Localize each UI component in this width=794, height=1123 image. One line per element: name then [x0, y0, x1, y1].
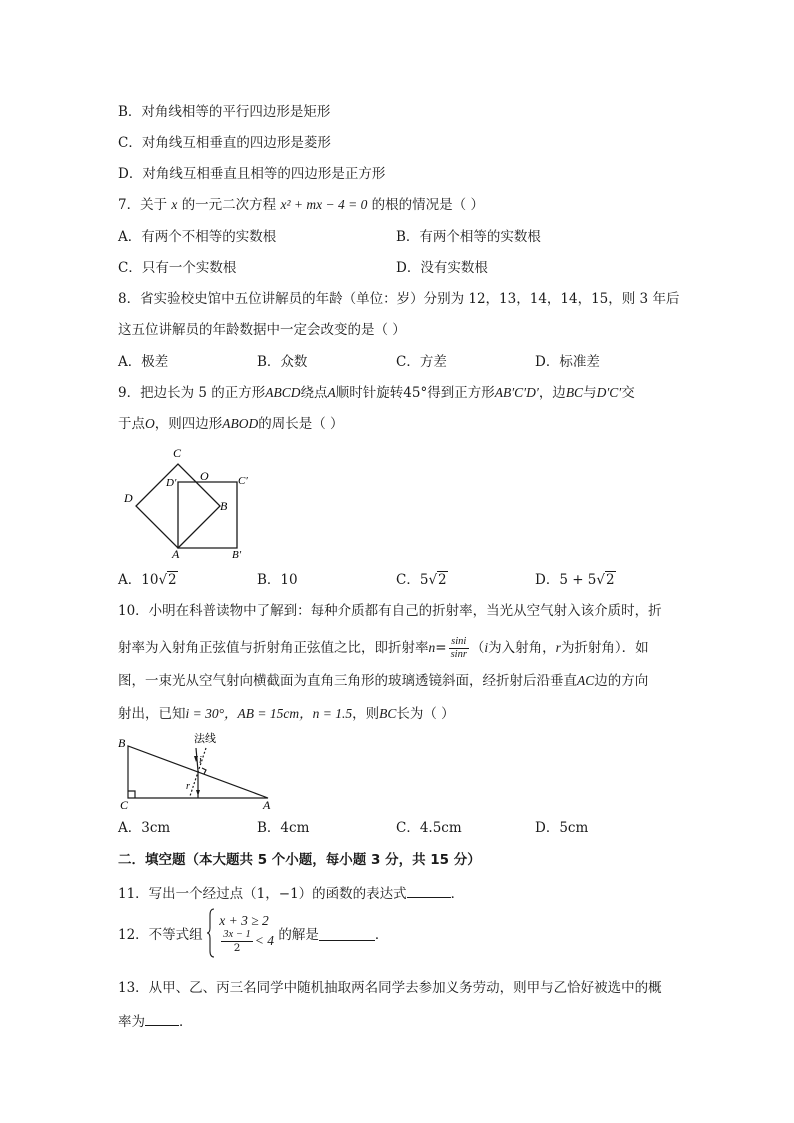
label-c: C [120, 798, 129, 812]
q6-option-b: B．对角线相等的平行四边形是矩形 [118, 104, 331, 120]
q7-stem: 7．关于 x 的一元二次方程 x² + mx − 4 = 0 的根的情况是（ ） [118, 197, 484, 213]
label-normal: 法线 [194, 733, 216, 745]
label-r: r [186, 781, 190, 792]
refraction-fraction: $\frac{\sin i}{\sin r}$ [450, 636, 467, 660]
q8-option-c: C．方差 [396, 354, 447, 370]
q6-option-c: C．对角线互相垂直的四边形是菱形 [118, 135, 331, 151]
q10-option-c: C．4.5cm [396, 820, 462, 836]
q6-option-d: D．对角线互相垂直且相等的四边形是正方形 [118, 166, 386, 182]
q13-stem-line2: 率为 ． [118, 1011, 193, 1032]
q7-option-b: B．有两个相等的实数根 [396, 229, 541, 245]
q13-answer-blank[interactable] [145, 1011, 179, 1026]
q9-figure [118, 440, 258, 560]
q9-stem-line2: 于点O，则四边形ABOD的周长是（ ） [118, 416, 344, 432]
square-ab-c-d-prime [178, 482, 237, 548]
label-b-prime: B′ [232, 549, 242, 560]
q11-stem: 11．写出一个经过点（1，−1）的函数的表达式 ． [118, 883, 464, 904]
right-angle-mark [128, 791, 135, 798]
q10-stem-line2: 射率为入射角正弦值与折射角正弦值之比，即折射率n= $\frac{\sin i}{\sin r}$ （i为入射角，r为折射角）．如 [118, 636, 649, 660]
q8-stem-line1: 8．省实验校史馆中五位讲解员的年龄（单位：岁）分别为 12，13，14，14，15，则 3 年后 [118, 291, 680, 307]
label-a: A [263, 798, 271, 812]
brace-icon [207, 908, 215, 958]
q7-option-a: A．有两个不相等的实数根 [118, 229, 277, 245]
q7-option-c: C．只有一个实数根 [118, 260, 237, 276]
label-o: O [200, 469, 209, 483]
q10-option-d: D．5cm [535, 820, 589, 836]
q12-inequality-1: x + 3 ≥ 2 [219, 912, 269, 928]
q10-stem-line4: 射出，已知i = 30°，AB = 15cm，n = 1.5，则BC长为（ ） [118, 706, 455, 722]
q10-option-a: A．3cm [118, 820, 171, 836]
q7-option-d: D．没有实数根 [396, 260, 488, 276]
q10-stem-line1: 10．小明在科普读物中了解到：每种介质都有自己的折射率，当光从空气射入该介质时，折 [118, 603, 662, 619]
q12-inequality-2: $\frac{3x - 1}{2}$ < 4 [223, 928, 275, 954]
q10-figure [112, 728, 282, 812]
ray-arrow-out [196, 790, 200, 796]
q9-option-d: D．5 + 5√2 [535, 572, 615, 588]
label-i: i [199, 755, 202, 766]
label-b: B [220, 499, 228, 513]
q12-stem: 12．不等式组 x + 3 ≥ 2 $\frac{3x - 1}{2}$ < 4 的解是 ． [118, 908, 388, 958]
label-c: C [173, 446, 182, 460]
q10-option-b: B．4cm [257, 820, 310, 836]
label-c-prime: C′ [238, 475, 248, 487]
label-a: A [172, 547, 180, 560]
q13-stem-line1: 13．从甲、乙、丙三名同学中随机抽取两名同学去参加义务劳动，则甲与乙恰好被选中的概 [118, 980, 662, 996]
label-b: B [118, 736, 126, 750]
q9-option-c: C．5√2 [396, 572, 447, 588]
q9-stem-line1: 9．把边长为 5 的正方形ABCD绕点A顺时针旋转45°得到正方形AB′C′D′，边BC与D′C′交 [118, 385, 635, 401]
q11-answer-blank[interactable] [407, 883, 451, 898]
q9-option-b: B．10 [257, 572, 298, 588]
label-d-prime: D′ [166, 477, 177, 489]
q10-stem-line3: 图，一束光从空气射向横截面为直角三角形的玻璃透镜斜面，经折射后沿垂直AC边的方向 [118, 673, 649, 689]
section2-title: 二．填空题（本大题共 5 个小题，每小题 3 分，共 15 分） [118, 852, 481, 868]
q8-option-d: D．标准差 [535, 354, 600, 370]
q8-stem-line2: 这五位讲解员的年龄数据中一定会改变的是（ ） [118, 322, 406, 338]
q8-option-a: A．极差 [118, 354, 169, 370]
label-d: D [124, 491, 133, 505]
q8-option-b: B．众数 [257, 354, 308, 370]
q12-answer-blank[interactable] [319, 926, 375, 941]
q9-option-a: A．10√2 [118, 572, 177, 588]
